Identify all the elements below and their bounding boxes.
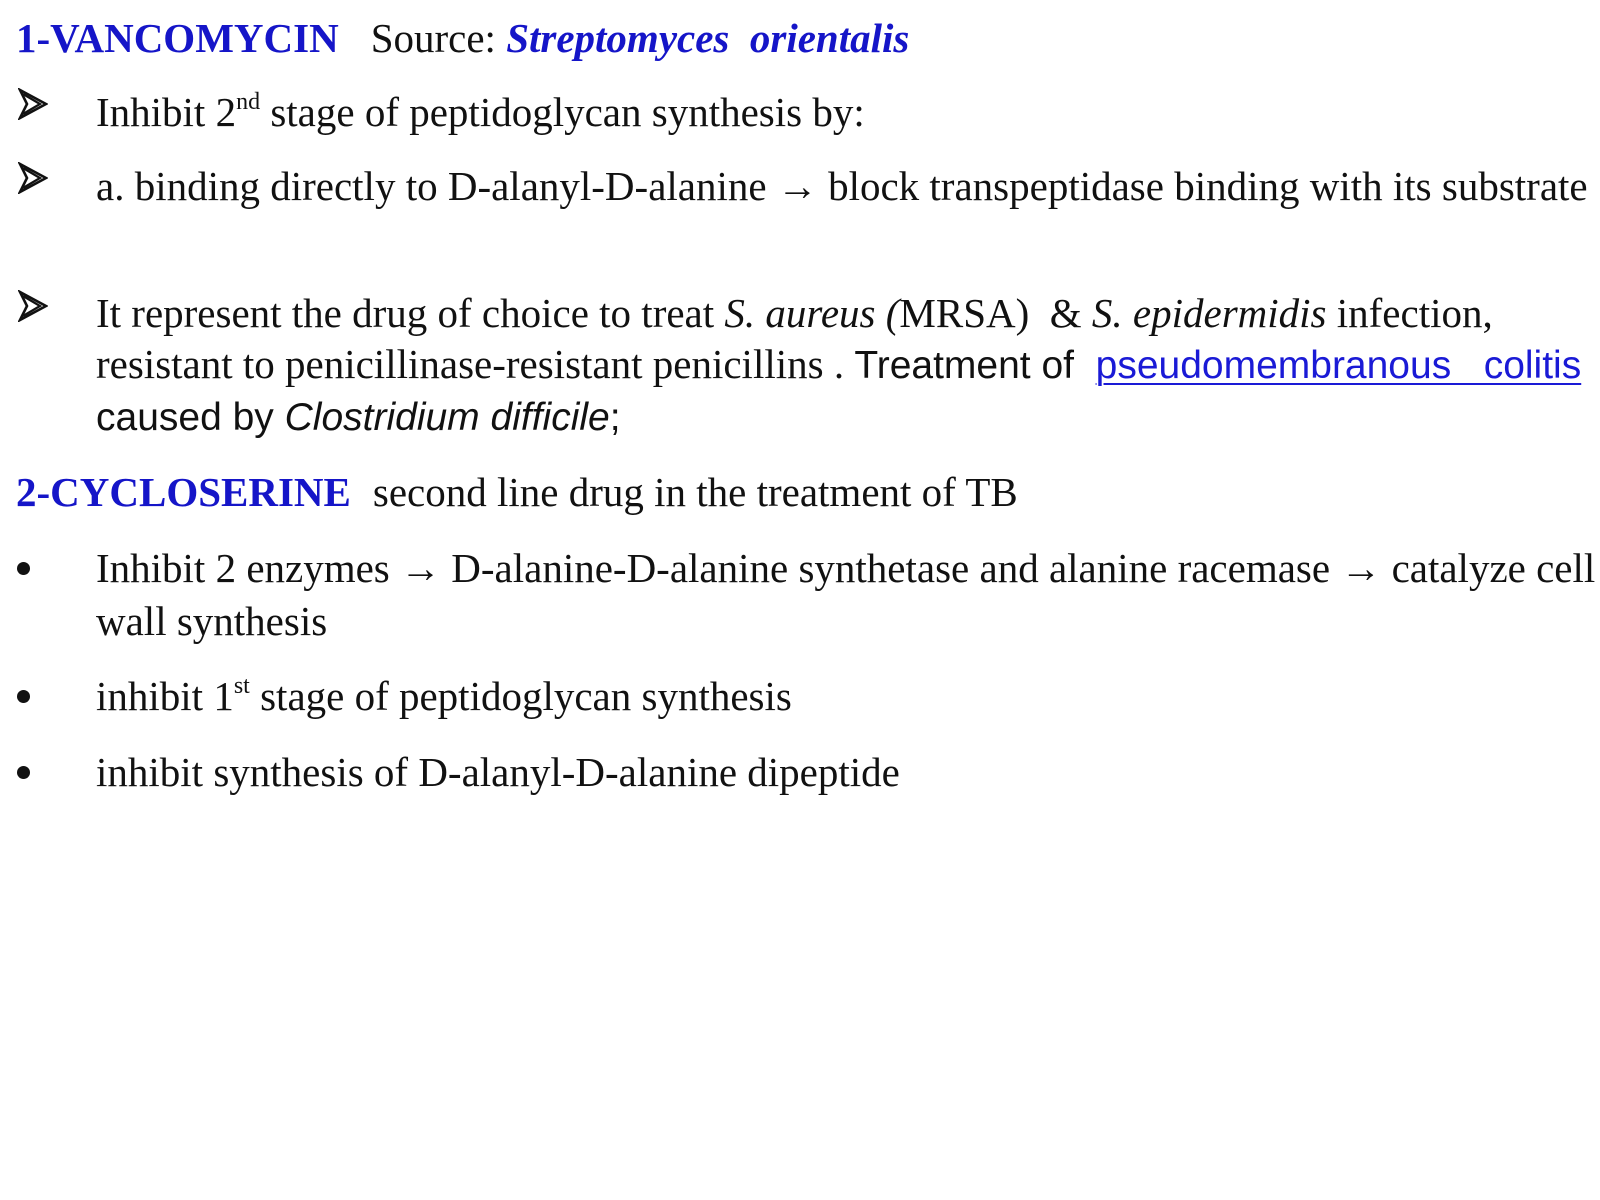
cycloserine-description: second line drug in the treatment of TB: [372, 469, 1018, 515]
vancomycin-item-3-text: It represent the drug of choice to treat S. aureus (MRSA) & S. epidermidis infection, resistant to penicillinase-resistant penicillins . Treatment of pseudomembranous colitis caused by Clostridium difficile;: [96, 290, 1582, 439]
arrowhead-bullet-icon: [18, 290, 58, 330]
organism-clostridium-difficile: Clostridium difficile: [284, 396, 610, 439]
right-arrow-icon: →: [400, 545, 442, 591]
arrowhead-bullet-icon: [18, 162, 58, 202]
vancomycin-heading: [16, 12, 909, 64]
right-arrow-icon: →: [1340, 545, 1382, 591]
right-arrow-icon: →: [776, 163, 818, 209]
cycloserine-item-1-text: Inhibit 2 enzymes → D-alanine-D-alanine synthetase and alanine racemase → catalyze cell wall synthesis: [96, 542, 1596, 648]
pseudomembranous-colitis-link[interactable]: pseudomembranous colitis: [1095, 344, 1582, 387]
cycloserine-title: 2-CYCLOSERINE: [16, 469, 351, 515]
organism-s-aureus: S. aureus (: [724, 290, 900, 336]
round-bullet-icon: [17, 562, 30, 575]
superscript-st: st: [233, 673, 250, 699]
source-organism: Streptomyces orientalis: [506, 15, 910, 61]
vancomycin-item-1-text: Inhibit 2nd stage of peptidoglycan synthesis by:: [96, 89, 865, 135]
arrowhead-bullet-icon: [18, 88, 58, 128]
round-bullet-icon: [17, 690, 30, 703]
vancomycin-title: 1-VANCOMYCIN: [16, 15, 339, 61]
round-bullet-icon: [17, 766, 30, 779]
superscript-nd: nd: [236, 89, 261, 115]
cycloserine-heading: [16, 466, 1018, 518]
organism-s-epidermidis: S. epidermidis: [1091, 290, 1327, 336]
cycloserine-item-3-text: inhibit synthesis of D-alanyl-D-alanine dipeptide: [96, 749, 900, 795]
vancomycin-item-2-text: a. binding directly to D-alanyl-D-alanine → block transpeptidase binding with its substrate: [96, 160, 1596, 213]
source-label: Source:: [370, 15, 496, 61]
cycloserine-item-2-text: inhibit 1st stage of peptidoglycan synthesis: [96, 673, 792, 719]
